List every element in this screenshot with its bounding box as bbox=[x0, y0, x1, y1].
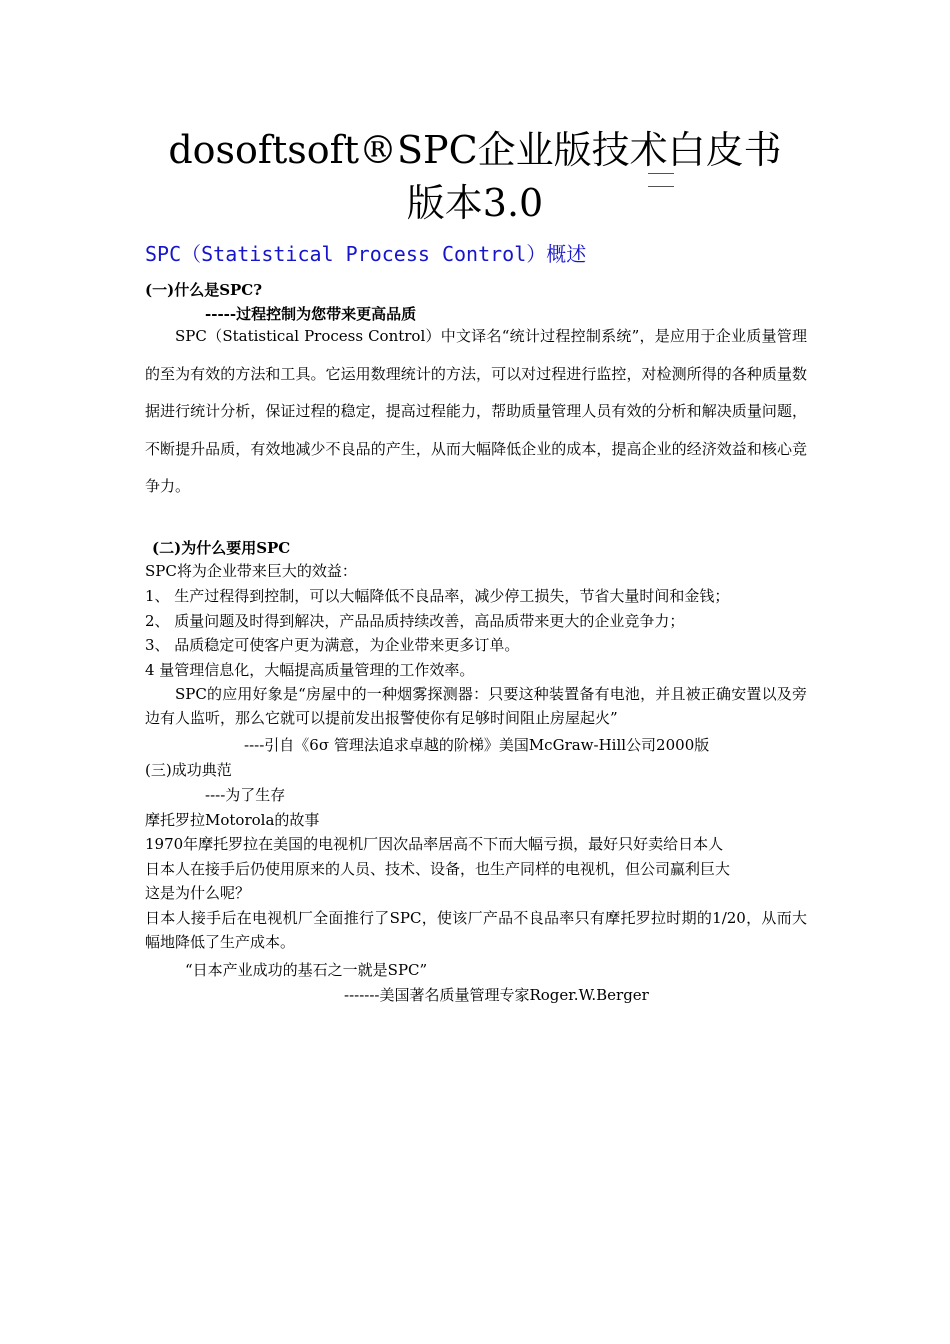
story-line-1: 1970年摩托罗拉在美国的电视机厂因次品率居高不下而大幅亏损，最好只好卖给日本人 bbox=[145, 835, 724, 853]
story-line-2: 日本人在接手后仍使用原来的人员、技术、设备，也生产同样的电视机，但公司赢利巨大 bbox=[145, 860, 731, 878]
section1-subtitle: -----过程控制为您带来更高品质 bbox=[205, 305, 417, 323]
quote-attribution: -------美国著名质量管理专家Roger.W.Berger bbox=[344, 986, 649, 1004]
spc-quote: “日本产业成功的基石之一就是SPC” bbox=[185, 961, 428, 979]
section1-heading: (一)什么是SPC? bbox=[145, 281, 263, 299]
section2-intro: SPC将为企业带来巨大的效益： bbox=[145, 562, 357, 580]
smoke-detector-quote: SPC的应用好象是“房屋中的一种烟雾探测器：只要这种装置备有电池，并且被正确安置以及旁边有人监听，那么它就可以提前发出报警使你有足够时间阻止房屋起火” bbox=[145, 685, 807, 727]
title-line-1: dosoftsoft®SPC企业版技术白皮书 bbox=[168, 128, 782, 172]
benefit-item-4: 4 量管理信息化，大幅提高质量管理的工作效率。 bbox=[145, 661, 475, 679]
story-line-3: 这是为什么呢？ bbox=[145, 884, 251, 902]
overview-heading-latin: SPC（Statistical Process Control） bbox=[145, 242, 547, 266]
overview-heading-cjk: 概述 bbox=[546, 242, 587, 266]
section3-heading: (三)成功典范 bbox=[145, 761, 232, 779]
section3-subtitle: ----为了生存 bbox=[205, 786, 286, 804]
quote-citation: ----引自《6σ 管理法追求卓越的阶梯》美国McGraw-Hill公司2000版 bbox=[244, 736, 710, 754]
story-paragraph: 日本人接手后在电视机厂全面推行了SPC，使该厂产品不良品率只有摩托罗拉时期的1/20，从而大幅地降低了生产成本。 bbox=[145, 909, 807, 951]
section1-paragraph: SPC（Statistical Process Control）中文译名“统计过程控制系统”，是应用于企业质量管理的至为有效的方法和工具。它运用数理统计的方法，可以对过程进行监控，对检测所得的各种质量数据进行统计分析，保证过程的稳定，提高过程能力，帮助质量管理人员有效的分析和解决质量问题，不断提升品质，有效地减少不良品的产生，从而大幅降低企业的成本，提高企业的经济效益和核心竞争力。 bbox=[145, 327, 807, 495]
benefit-item-1: 1、 生产过程得到控制，可以大幅降低不良品率，减少停工损失，节省大量时间和金钱； bbox=[145, 587, 730, 605]
edit-mark-top bbox=[648, 173, 674, 174]
section2-heading: (二)为什么要用SPC bbox=[152, 539, 291, 557]
overview-heading bbox=[145, 238, 586, 267]
benefit-item-2: 2、 质量问题及时得到解决，产品品质持续改善，高品质带来更大的企业竞争力； bbox=[145, 612, 685, 630]
title-line-2: 版本3.0 bbox=[406, 181, 544, 225]
story-title: 摩托罗拉Motorola的故事 bbox=[145, 811, 320, 829]
benefit-item-3: 3、 品质稳定可使客户更为满意，为企业带来更多订单。 bbox=[145, 636, 520, 654]
